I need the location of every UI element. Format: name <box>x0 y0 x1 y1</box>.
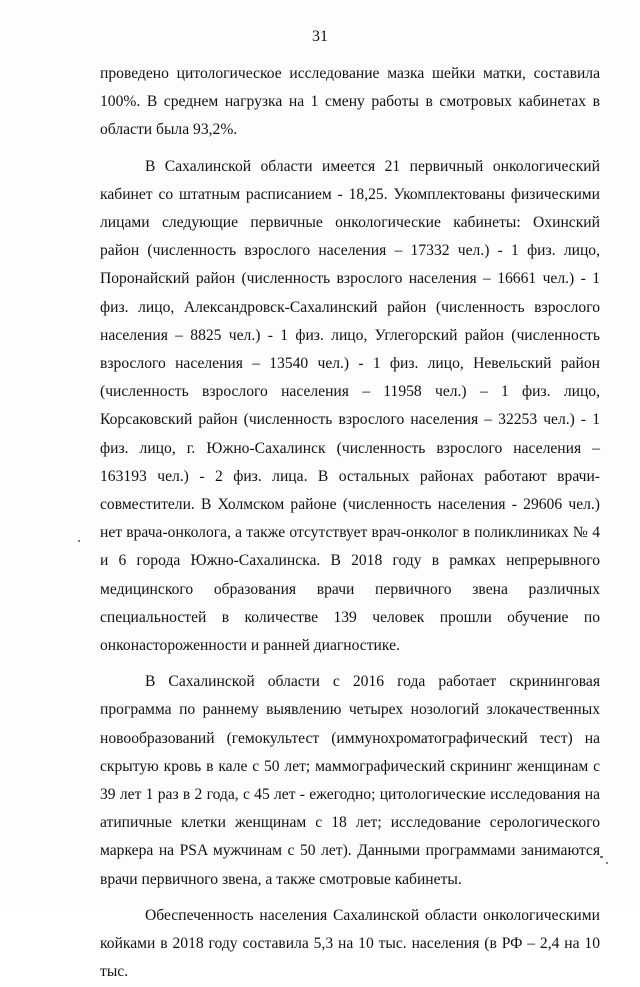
scan-speck <box>600 856 603 858</box>
scan-speck <box>606 862 608 864</box>
paragraph-screening-program: В Сахалинской области с 2016 года работает скрининговая программа по раннему выявлению четырех нозологий злокачественных новообразований (гемокультест (иммунохроматографический тест) на скрытую кровь в кале с 50 лет; маммографический скрининг женщинам с 39 лет 1 раз в 2 года, с 45 лет - ежегодно; цитологические исследования на атипичные клетки женщинам с 18 лет; исследование серологического маркера на PSA мужчинам с 50 лет). Данными программами занимаются врачи первичного звена, а также смотровые кабинеты. <box>100 673 600 888</box>
paragraph-bed-provision: Обеспеченность населения Сахалинской области онкологическими койками в 2018 году составила 5,3 на 10 тыс. населения (в РФ – 2,4 на 10 тыс. <box>100 906 600 981</box>
paragraph-continuation: проведено цитологическое исследование мазка шейки матки, составила 100%. В среднем нагрузка на 1 смену работы в смотровых кабинетах в области была 93,2%. <box>100 65 600 139</box>
scan-speck <box>78 540 80 542</box>
page-number: 31 <box>312 28 328 45</box>
paragraph-oncology-cabinets: В Сахалинской области имеется 21 первичный онкологический кабинет со штатным расписанием - 18,25. Укомплектованы физическими лицами следующие первичные онкологические кабинеты: Охинский район (численность взрослого населения – 17332 чел.) - 1 физ. лицо, Поронайский район (численность взрослого населения – 16661 чел.) - 1 физ. лицо, Александровск-Сахалинский район (численность взрослого населения – 8825 чел.) - 1 физ. лицо, Углегорский район (численность взрослого населения – 13540 чел.) - 1 физ. лицо, Невельский район (численность взрослого населения – 11958 чел.) – 1 физ. лицо, Корсаковский район (численность взрослого населения – 32253 чел.) - 1 физ. лицо, г. Южно-Сахалинск (численность взрослого населения – 163193 чел.) - 2 физ. лица. В остальных районах работают врачи-совместители. В Холмском районе (численность населения - 29606 чел.) нет врача-онколога, а также отсутствует врач-онколог в поликлиниках № 4 и 6 города Южно-Сахалинска. В 2018 году в рамках непрерывного медицинского образования врачи первичного звена различных специальностей в количестве 139 человек прошли обучение по онконастороженности и ранней диагностике. <box>100 157 600 655</box>
page-body <box>100 60 600 987</box>
